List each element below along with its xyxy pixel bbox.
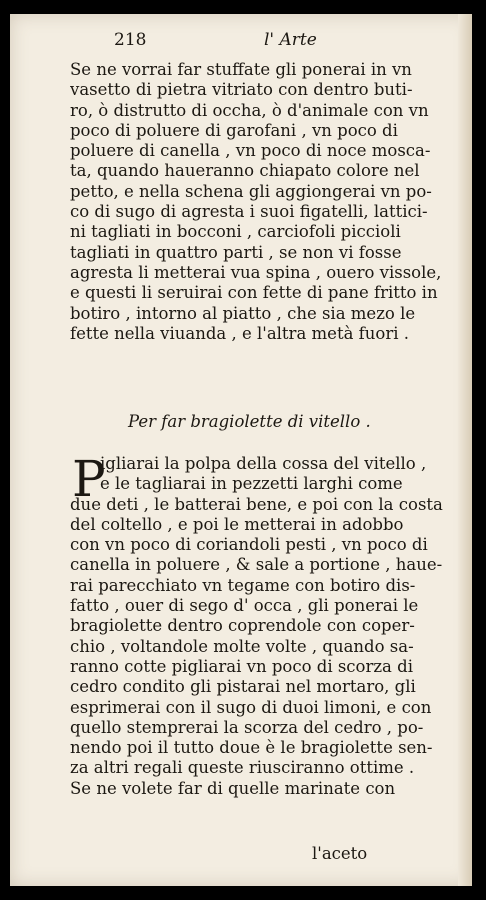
running-title: l' Arte: [264, 30, 317, 50]
text-line: tagliati in quattro parti , se non vi fosse: [70, 242, 402, 262]
text-line: con vn poco di coriandoli pesti , vn poco di: [70, 535, 428, 555]
drop-cap-initial: P: [72, 450, 106, 508]
text-line: fette nella viuanda , e l'altra metà fuori .: [70, 323, 409, 343]
text-line: e questi li seruirai con fette di pane fritto in: [70, 283, 438, 303]
text-line: del coltello , e poi le metterai in adobbo: [70, 514, 404, 534]
text-line: ro, ò distrutto di occha, ò d'animale con vn: [70, 100, 429, 120]
text-line: esprimerai con il sugo di duoi limoni, e con: [70, 697, 432, 717]
text-line: poco di poluere di garofani , vn poco di: [70, 120, 398, 140]
text-line: za altri regali queste riusciranno ottime .: [70, 758, 415, 778]
text-line: fatto , ouer di sego d' occa , gli ponerai le: [70, 596, 419, 616]
text-line: nendo poi il tutto doue è le bragiolette sen-: [70, 738, 433, 758]
text-line: ni tagliati in bocconi , carciofoli piccioli: [70, 222, 401, 242]
text-line: vasetto di pietra vitriato con dentro buti-: [70, 80, 413, 100]
text-line: Se ne vorrai far stuffate gli ponerai in vn: [70, 60, 412, 79]
text-line: canella in poluere , & sale a portione , haue-: [70, 555, 443, 575]
text-line: poluere di canella , vn poco di noce mosca-: [70, 141, 431, 161]
text-line: bragiolette dentro coprendole con coper-: [70, 616, 415, 636]
page-number: 218: [114, 30, 147, 50]
section-heading: Per far bragiolette di vitello .: [128, 412, 371, 431]
catchword: l'aceto: [312, 844, 368, 863]
text-line: Se ne volete far di quelle marinate con: [70, 778, 396, 798]
book-page: [10, 14, 472, 886]
text-line: e le tagliarai in pezzetti larghi come: [100, 474, 403, 494]
text-line: due deti , le batterai bene, e poi con la costa: [70, 494, 443, 514]
paragraph-stuffate: [70, 60, 470, 344]
text-line: cedro condito gli pistarai nel mortaro, gli: [70, 677, 416, 697]
text-line: botiro , intorno al piatto , che sia mezo le: [70, 303, 416, 323]
text-line: ta, quando haueranno chiapato colore nel: [70, 161, 420, 181]
text-line: rai parecchiato vn tegame con botiro dis-: [70, 575, 416, 595]
text-line: petto, e nella schena gli aggiongerai vn po-: [70, 181, 432, 201]
paragraph-bragiolette: [70, 450, 470, 799]
text-line: agresta li metterai vua spina , ouero vissole,: [70, 262, 442, 282]
text-line: ranno cotte pigliarai vn poco di scorza di: [70, 656, 413, 676]
text-line: quello stemprerai la scorza del cedro , po-: [70, 717, 424, 737]
text-line: igliarai la polpa della cossa del vitello ,: [100, 454, 427, 473]
text-line: chio , voltandole molte volte , quando sa-: [70, 636, 414, 656]
running-header: [114, 30, 454, 54]
text-line: co di sugo di agresta i suoi figatelli, lattici-: [70, 202, 428, 222]
